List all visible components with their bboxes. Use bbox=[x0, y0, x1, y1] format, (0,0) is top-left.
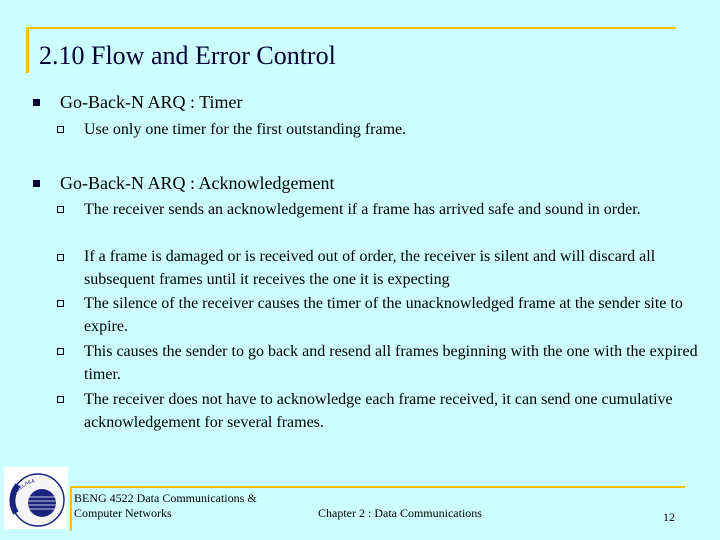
bullet-text: The receiver sends an acknowledgement if a frame has arrived safe and sound in order. bbox=[84, 201, 641, 218]
sub-bullet-square-icon bbox=[57, 348, 64, 355]
bullet-square-icon bbox=[33, 180, 40, 187]
sub-bullet-square-icon bbox=[57, 126, 64, 133]
bullet-square-icon bbox=[33, 99, 40, 106]
bullet-text: The silence of the receiver causes the timer of the unacknowledged frame at the sender site to expire. bbox=[84, 295, 683, 335]
bullet-text: The receiver does not have to acknowledge each frame received, it can send one cumulative acknowledgement for several frames. bbox=[84, 391, 673, 431]
footer-divider bbox=[70, 486, 72, 531]
footer-rule bbox=[70, 486, 685, 488]
page-number: 12 bbox=[663, 510, 675, 524]
footer-chapter: Chapter 2 : Data Communications bbox=[318, 506, 482, 520]
bullet-text: If a frame is damaged or is received out of order, the receiver is silent and will discard all subsequent frames until it receives the one it is expecting bbox=[84, 248, 656, 288]
sub-bullet-square-icon bbox=[57, 300, 64, 307]
section-heading: Go-Back-N ARQ : Timer bbox=[60, 92, 243, 112]
section-heading: Go-Back-N ARQ : Acknowledgement bbox=[60, 173, 335, 193]
footer-course: BENG 4522 Data Communications & Computer Networks bbox=[74, 491, 257, 520]
sub-bullet-square-icon bbox=[57, 254, 64, 261]
svg-text:UTeM MELAKA: UTeM MELAKA bbox=[9, 478, 36, 508]
bullet-text: This causes the sender to go back and resend all frames beginning with the one with the expired timer. bbox=[84, 343, 698, 383]
sub-bullet-square-icon bbox=[57, 396, 64, 403]
bullet-text: Use only one timer for the first outstanding frame. bbox=[84, 121, 407, 138]
sub-bullet-square-icon bbox=[57, 206, 64, 213]
slide-title: 2.10 Flow and Error Control bbox=[39, 41, 336, 70]
university-logo-icon bbox=[4, 467, 68, 529]
